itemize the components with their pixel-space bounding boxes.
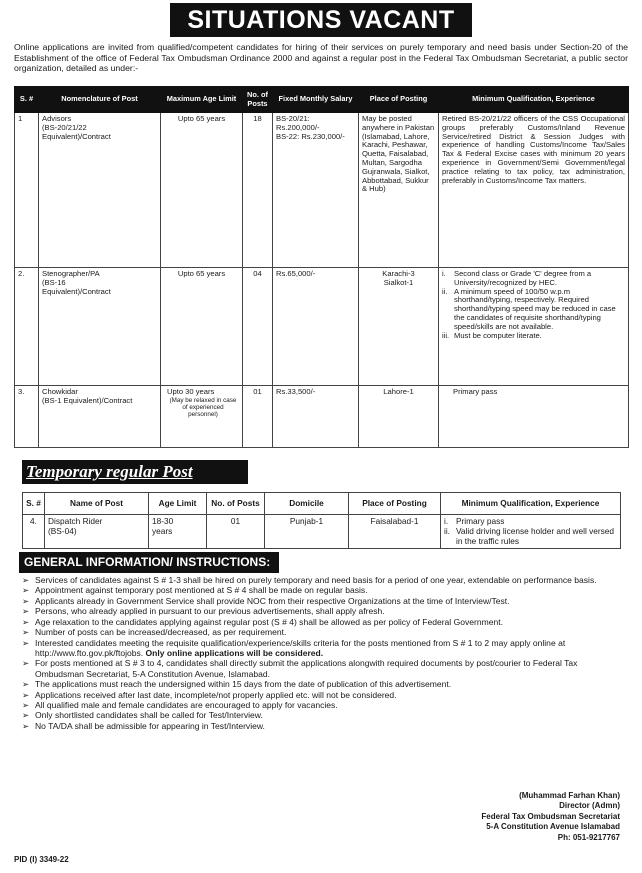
table-row (15, 113, 629, 268)
list-item: i. Second class or Grade 'C' degree from a University/recognized by HEC. (442, 269, 592, 287)
cell-age (161, 386, 243, 448)
col-header-posts: No. of Posts (243, 87, 273, 113)
age-value: Upto 30 years (167, 387, 215, 396)
col-header-place: Place of Posting (359, 87, 439, 113)
cell-posts: 01 (207, 515, 265, 549)
col-header-qualification: Minimum Qualification, Experience (441, 493, 621, 515)
cell-domicile: Punjab-1 (265, 515, 349, 549)
cell-qualification (441, 515, 621, 549)
col-header-age: Maximum Age Limit (161, 87, 243, 113)
col-header-post: Nomenclature of Post (39, 87, 161, 113)
list-item: ➢ For posts mentioned at S # 3 to 4, candidates shall directly submit the applications alongwith required documents by post/courier to Federal Tax Ombudsman Secretariat, 5-A Constitution Avenue, Islamabad. (22, 658, 578, 679)
cell-salary: BS-20/21: Rs.200,000/- BS-22: Rs.230,000/- (273, 113, 359, 268)
instructions-list (22, 575, 626, 731)
arrow-bullet-icon: ➢ (22, 575, 30, 585)
signatory-name: (Muhammad Farhan Khan) (519, 791, 620, 800)
arrow-bullet-icon: ➢ (22, 658, 30, 669)
cell-posts: 18 (243, 113, 273, 268)
col-header-posts: No. of Posts (207, 493, 265, 515)
col-header-sno: S. # (23, 493, 45, 515)
cell-place: Lahore-1 (359, 386, 439, 448)
page-title: SITUATIONS VACANT (170, 3, 472, 37)
cell-age: Upto 65 years (161, 113, 243, 268)
vacancy-table-header (15, 87, 629, 113)
arrow-bullet-icon: ➢ (22, 710, 30, 721)
col-header-age: Age Limit (149, 493, 207, 515)
list-item: ii. Valid driving license holder and well versed in the traffic rules (444, 525, 615, 546)
online-only-notice: Only online applications will be considered. (145, 647, 324, 658)
arrow-bullet-icon: ➢ (22, 585, 30, 596)
cell-post: Stenographer/PA (BS-16 Equivalent)/Contract (39, 268, 161, 386)
qualification-list (444, 517, 617, 546)
col-header-place: Place of Posting (349, 493, 441, 515)
list-item: ➢ No TA/DA shall be admissible for appearing in Test/Interview. (22, 720, 265, 731)
online-apply-text: Interested candidates meeting the requisite qualification/experience/skills criteria for the posts mentioned from S # 1 to 2 may apply online at http://www.fto.gov.pk/ftojobs. (35, 637, 566, 658)
cell-post: Advisors (BS-20/21/22 Equivalent)/Contract (39, 113, 161, 268)
cell-age: 18-30 years (149, 515, 207, 549)
temporary-post-table (22, 492, 621, 549)
temporary-post-heading: Temporary regular Post (22, 460, 248, 484)
table-row (15, 268, 629, 386)
list-item: ➢ Only shortlisted candidates shall be called for Test/Interview. (22, 710, 263, 721)
table-row (15, 386, 629, 448)
cell-salary: Rs.65,000/- (273, 268, 359, 386)
qualification-list (442, 270, 625, 340)
arrow-bullet-icon: ➢ (22, 595, 30, 606)
general-information-heading: GENERAL INFORMATION/ INSTRUCTIONS: (19, 552, 279, 573)
cell-place: Faisalabad-1 (349, 515, 441, 549)
arrow-bullet-icon: ➢ (22, 700, 30, 711)
list-item: iii. Must be computer literate. (442, 330, 542, 340)
arrow-bullet-icon: ➢ (22, 689, 30, 700)
arrow-bullet-icon: ➢ (22, 627, 30, 638)
table-row (23, 515, 621, 549)
col-header-salary: Fixed Monthly Salary (273, 87, 359, 113)
signatory-designation: Director (Admn) (559, 801, 620, 811)
cell-qualification: Primary pass (439, 386, 629, 448)
cell-sno: 2. (15, 268, 39, 386)
list-item: ➢ Number of posts can be increased/decreased, as per requirement. (22, 627, 287, 638)
list-item: i. Primary pass (444, 516, 505, 526)
phone-number: Ph: 051-9217767 (557, 832, 620, 842)
intro-paragraph: Online applications are invited from qualified/competent candidates for hiring of their services on purely temporary and need basis under Section-20 of the Establishment of the office of Federal Tax Ombudsman Ordinance 2000 and against a regular post in the Federal Tax Ombudsman Secretariat, a public sector organization, detailed as under:- (14, 42, 628, 74)
pid-number: PID (I) 3349-22 (14, 855, 69, 864)
col-header-sno: S. # (15, 87, 39, 113)
organization-address: 5-A Constitution Avenue Islamabad (486, 822, 620, 832)
list-item: ➢ The applications must reach the undersigned within 15 days from the date of publication of this advertisement. (22, 679, 452, 690)
list-item: ➢ Appointment against temporary post mentioned at S # 4 shall be made on regular basis. (22, 585, 368, 596)
list-item: ➢ Persons, who already applied in pursuant to our previous advertisements, shall apply afresh. (22, 606, 385, 617)
temporary-table-header (23, 493, 621, 515)
list-item: ii. A minimum speed of 100/50 w.p.m shorthand/typing, respectively. Required shorthand/typing speed may be reduced in case the candidates of requisite shorthand/typing speed/skills are not available. (442, 286, 616, 331)
age-relaxation-note: (May be relaxed in case of experienced personnel) (169, 396, 237, 419)
arrow-bullet-icon: ➢ (22, 720, 30, 731)
col-header-qualification: Minimum Qualification, Experience (439, 87, 629, 113)
cell-place: May be posted anywhere in Pakistan (Islamabad, Lahore, Karachi, Peshawar, Quetta, Faisalabad, Multan, Sargodha Gujranwala, Sialkot, Abbottabad, Sukkur & Hub) (359, 113, 439, 268)
arrow-bullet-icon: ➢ (22, 637, 30, 648)
list-item (22, 638, 626, 659)
arrow-bullet-icon: ➢ (22, 616, 30, 627)
cell-qualification (439, 268, 629, 386)
cell-age: Upto 65 years (161, 268, 243, 386)
list-item: ➢ Services of candidates against S # 1-3 shall be hired on purely temporary and need basis for a period of one year, extendable on performance basis. (22, 575, 597, 585)
cell-sno: 1 (15, 113, 39, 268)
list-item: ➢ Age relaxation to the candidates applying against regular post (S # 4) shall be allowed as per policy of Federal Government. (22, 616, 503, 627)
cell-posts: 01 (243, 386, 273, 448)
cell-sno: 3. (15, 386, 39, 448)
cell-qualification: Retired BS-20/21/22 officers of the CSS Occupational groups preferably Customs/Inland Revenue Service/retired District & Session Judges with experience of handling Customs/Income Tax/Sales Tax & Federal Excise cases with minimum 20 years experience in Government/Semi Government/legal practice relating to tax policy, tax administration, preferably in Customs/Income Tax matters. (439, 113, 629, 268)
arrow-bullet-icon: ➢ (22, 606, 30, 617)
cell-post: Chowkidar (BS-1 Equivalent)/Contract (39, 386, 161, 448)
arrow-bullet-icon: ➢ (22, 679, 30, 690)
vacancy-table (14, 86, 629, 448)
list-item: ➢ Applicants already in Government Service shall provide NOC from their respective Organizations at the time of Interview/Test. (22, 595, 510, 606)
cell-place: Karachi-3 Sialkot-1 (359, 268, 439, 386)
col-header-domicile: Domicile (265, 493, 349, 515)
cell-salary: Rs.33,500/- (273, 386, 359, 448)
cell-sno: 4. (23, 515, 45, 549)
organization-name: Federal Tax Ombudsman Secretariat (481, 811, 620, 821)
col-header-post: Name of Post (45, 493, 149, 515)
list-item: ➢ All qualified male and female candidates are encouraged to apply for vacancies. (22, 700, 338, 711)
cell-post: Dispatch Rider (BS-04) (45, 515, 149, 549)
signature-block (481, 791, 620, 843)
cell-posts: 04 (243, 268, 273, 386)
list-item: ➢ Applications received after last date, incomplete/not properly applied etc. will not be considered. (22, 689, 397, 700)
